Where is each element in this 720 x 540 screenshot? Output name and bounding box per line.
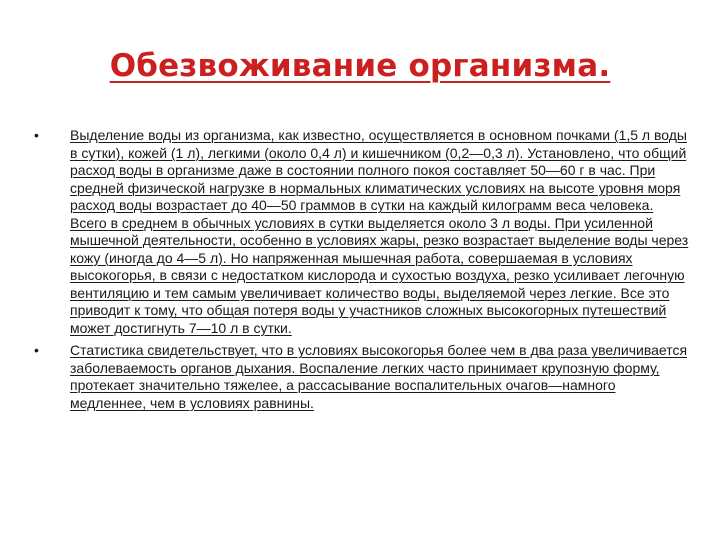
bullet-item	[34, 127, 689, 337]
bullet-dot-icon: •	[34, 127, 39, 143]
bullet-item	[34, 342, 689, 412]
slide-title: Обезвоживание организма.	[109, 48, 611, 84]
bullet-list	[34, 127, 689, 417]
bullet-text: Статистика свидетельствует, что в условиях высокогорья более чем в два раза увеличивается заболеваемость органов дыхания. Воспаление легких часто принимает крупозную форму, протекает значительно тяжелее, а рассасывание воспалительных очагов—намного медленнее, чем в условиях равнины.	[70, 342, 688, 411]
bullet-text: Выделение воды из организма, как известно, осуществляется в основном почками (1,5 л воды в сутки), кожей (1 л), легкими (около 0,4 л) и кишечником (0,2—0,3 л). Установлено, что общий расход воды в организме даже в состоянии полного покоя составляет 50—60 г в час. При средней физической нагрузке в нормальных климатических условиях на высоте уровня моря расход воды возрастает до 40—50 граммов в сутки на каждый килограмм веса человека. Всего в среднем в обычных условиях в сутки выделяется около 3 л воды. При усиленной мышечной деятельности, особенно в условиях жары, резко возрастает выделение воды через кожу (иногда до 4—5 л). Но напряженная мышечная работа, совершаемая в условиях высокогорья, в связи с недостатком кислорода и сухостью воздуха, резко усиливает легочную вентиляцию и тем самым увеличивает количество воды, выделяемой через легкие. Все это приводит к тому, что общая потеря воды у участников сложных высокогорных путешествий может достигнуть 7—10 л в сутки.	[70, 127, 689, 336]
bullet-dot-icon: •	[34, 342, 39, 358]
